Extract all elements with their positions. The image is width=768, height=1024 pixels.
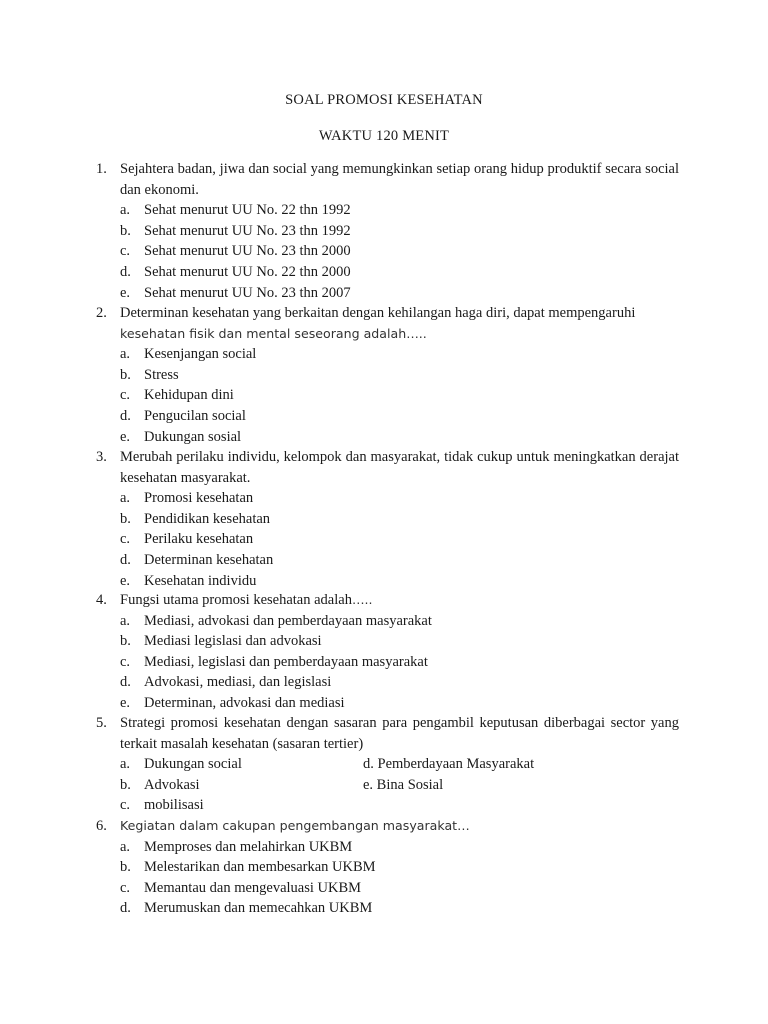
option-text: mobilisasi: [144, 797, 204, 814]
question-ellipsis: …..: [351, 592, 373, 607]
option-item: [120, 571, 679, 592]
question-number: 5.: [96, 715, 107, 731]
option-letter: c.: [120, 243, 131, 260]
option-letter: b.: [120, 366, 131, 383]
option-text: Kehidupan dini: [144, 387, 234, 404]
question-number: 1.: [96, 161, 107, 177]
option-item: [120, 385, 679, 406]
option-item: [120, 898, 679, 919]
option-item: [120, 857, 679, 878]
option-text: Mediasi, legislasi dan pemberdayaan masyarakat: [144, 653, 428, 670]
option-letter: d.: [120, 551, 131, 568]
option-letter: c.: [120, 387, 131, 404]
option-letter: a.: [120, 346, 131, 363]
question-text: Strategi promosi kesehatan dengan sasaran para pengambil keputusan diberbagai sector yang terkait masalah kesehatan (sasaran tertier): [120, 715, 679, 752]
option-letter: a.: [120, 490, 131, 507]
time-limit: WAKTU 120 MENIT: [318, 128, 450, 144]
option-letter: a.: [120, 612, 131, 629]
option-text: Advokasi: [144, 776, 200, 793]
question-5: [96, 713, 679, 816]
option-item: [120, 878, 679, 899]
option-item: [120, 795, 679, 816]
option-item: [120, 550, 679, 571]
option-letter: d.: [120, 407, 131, 424]
question-2: [96, 303, 679, 447]
option-letter: b.: [120, 222, 131, 239]
option-letter: d.: [120, 263, 131, 280]
option-item: [120, 775, 679, 796]
option-item: [120, 509, 679, 530]
option-text: Pengucilan social: [144, 407, 246, 424]
option-item: [120, 631, 679, 652]
option-item: [120, 365, 679, 386]
option-item: [120, 488, 679, 509]
option-letter: c.: [120, 879, 131, 896]
option-item: [120, 344, 679, 365]
option-letter: a.: [120, 202, 131, 219]
question-text: Merubah perilaku individu, kelompok dan masyarakat, tidak cukup untuk meningkatkan derajat kesehatan masyarakat.: [120, 449, 679, 486]
option-text: Dukungan sosial: [144, 428, 242, 445]
option-text: Advokasi, mediasi, dan legislasi: [144, 674, 332, 691]
option-item: [120, 672, 679, 693]
question-text: Sejahtera badan, jiwa dan social yang memungkinkan setiap orang hidup produktif secara social dan ekonomi.: [120, 161, 679, 198]
question-text-line: Determinan kesehatan yang berkaitan dengan kehilangan haga diri, dapat mempengaruhi: [120, 305, 636, 321]
option-item: [120, 241, 679, 262]
option-letter: c.: [120, 531, 131, 548]
option-letter: e.: [120, 284, 131, 301]
option-text: Perilaku kesehatan: [144, 531, 254, 548]
option-letter: a.: [120, 838, 131, 855]
option-text: Mediasi legislasi dan advokasi: [144, 633, 322, 650]
option-letter: c.: [120, 653, 131, 670]
question-text-main: Fungsi utama promosi kesehatan adalah: [120, 592, 352, 608]
option-text: Sehat menurut UU No. 22 thn 1992: [144, 202, 351, 219]
option-text: Memproses dan melahirkan UKBM: [144, 838, 353, 855]
option-list: [120, 200, 679, 303]
option-item: [120, 200, 679, 221]
option-text: Sehat menurut UU No. 22 thn 2000: [144, 263, 351, 280]
option-letter: d.: [120, 900, 131, 917]
option-text: Determinan, advokasi dan mediasi: [144, 694, 345, 711]
option-text: Sehat menurut UU No. 23 thn 2000: [144, 243, 351, 260]
option-text: Mediasi, advokasi dan pemberdayaan masyarakat: [144, 612, 432, 629]
question-text: Kegiatan dalam cakupan pengembangan masyarakat…: [120, 818, 470, 833]
question-number: 2.: [96, 305, 107, 321]
option-item: [120, 693, 679, 714]
option-item: [120, 529, 679, 550]
question-text: [120, 303, 679, 344]
option-list: [120, 488, 679, 591]
option-letter: e.: [120, 428, 131, 445]
question-number: 6.: [96, 818, 107, 834]
option-item: [120, 427, 679, 448]
question-4: [96, 590, 679, 714]
option-text: Memantau dan mengevaluasi UKBM: [144, 879, 362, 896]
option-text: Kesehatan individu: [144, 572, 257, 589]
option-letter: e.: [120, 694, 131, 711]
question-text-line: kesehatan fisik dan mental seseorang adalah…..: [120, 325, 427, 341]
option-letter: b.: [120, 633, 131, 650]
option-list: [120, 611, 679, 714]
option-text-right: e. Bina Sosial: [363, 776, 444, 793]
option-letter: d.: [120, 674, 131, 691]
option-list: [120, 344, 679, 447]
option-letter: a.: [120, 756, 131, 773]
option-text: Kesenjangan social: [144, 346, 257, 363]
option-item: [120, 754, 679, 775]
question-number: 4.: [96, 592, 107, 608]
option-item: [120, 221, 679, 242]
option-item: [120, 262, 679, 283]
option-item: [120, 837, 679, 858]
option-item: [120, 283, 679, 304]
page-title: SOAL PROMOSI KESEHATAN: [285, 92, 483, 108]
option-list: [120, 837, 679, 919]
option-text: Promosi kesehatan: [144, 490, 254, 507]
option-item: [120, 406, 679, 427]
question-text: [120, 590, 679, 611]
option-text: Sehat menurut UU No. 23 thn 2007: [144, 284, 351, 301]
option-text: Merumuskan dan memecahkan UKBM: [144, 900, 373, 917]
question-number: 3.: [96, 449, 107, 465]
option-text: Determinan kesehatan: [144, 551, 274, 568]
option-text: Stress: [144, 366, 179, 383]
option-letter: e.: [120, 572, 131, 589]
option-item: [120, 652, 679, 673]
option-letter: b.: [120, 510, 131, 527]
option-item: [120, 611, 679, 632]
option-text: Sehat menurut UU No. 23 thn 1992: [144, 222, 351, 239]
question-1: [96, 159, 679, 303]
option-text: Pendidikan kesehatan: [144, 510, 271, 527]
option-list: [120, 754, 679, 816]
option-letter: b.: [120, 859, 131, 876]
question-6: [96, 816, 679, 919]
question-3: [96, 447, 679, 591]
option-letter: b.: [120, 776, 131, 793]
option-text-right: d. Pemberdayaan Masyarakat: [363, 756, 535, 773]
option-text: Dukungan social: [144, 756, 242, 773]
option-letter: c.: [120, 797, 131, 814]
option-text: Melestarikan dan membesarkan UKBM: [144, 859, 376, 876]
